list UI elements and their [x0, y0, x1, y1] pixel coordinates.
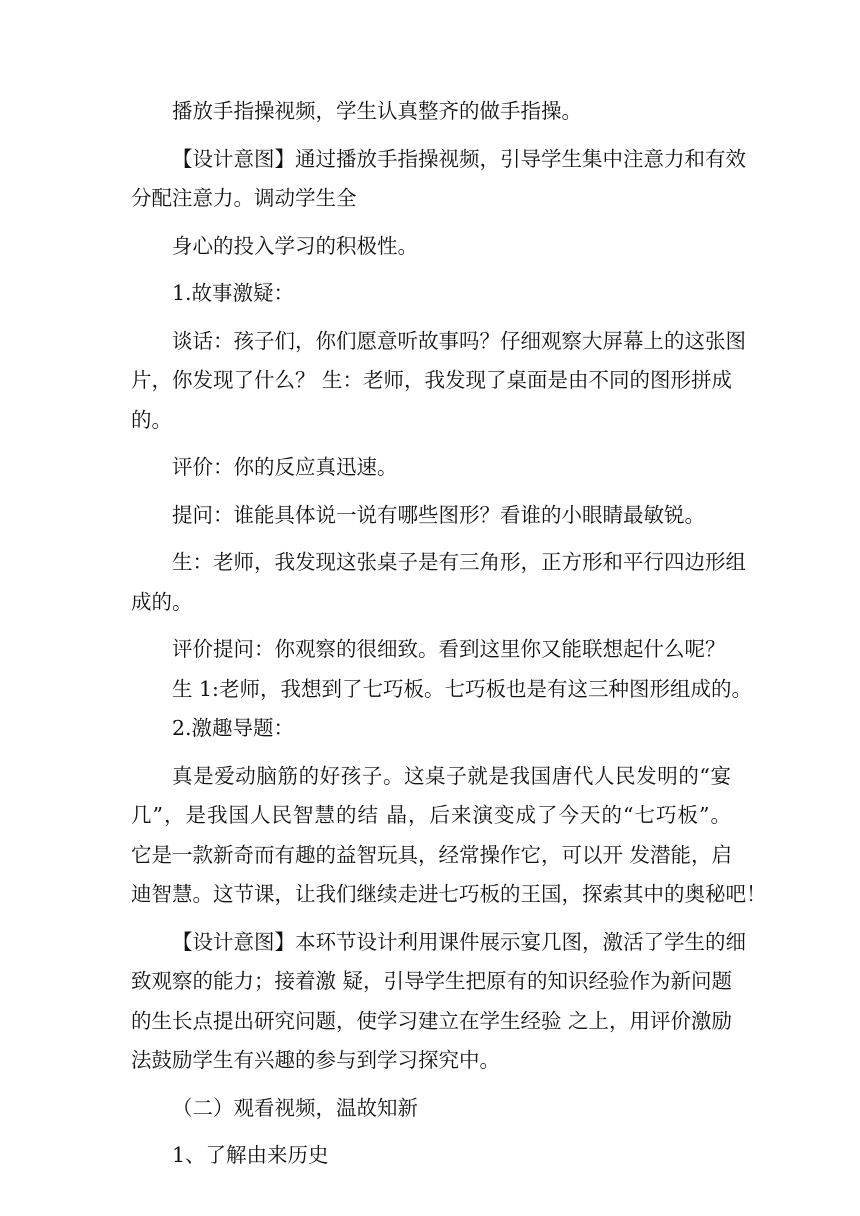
paragraph-line: 几”，是我国人民智慧的结 晶，后来演变成了今天的“七巧板”。 [131, 803, 731, 827]
paragraph-line: 提问：谁能具体说一说有哪些图形？看谁的小眼睛最敏锐。 [172, 502, 705, 527]
spacer [131, 915, 731, 923]
paragraph-line: 成的。 [131, 589, 193, 614]
document-body [131, 92, 767, 1176]
paragraph-line: 片，你发现了什么？ 生：老师，我发现了桌面是由不同的图形拼成 [131, 368, 733, 392]
spacer [131, 1081, 731, 1089]
paragraph-line: 它是一款新奇而有趣的益智玩具，经常操作它，可以开 发潜能，启 [131, 842, 733, 867]
paragraph-line: 法鼓励学生有兴趣的参与到学习探究中。 [131, 1048, 500, 1072]
paragraph-line: 评价提问：你观察的很细致。看到这里你又能联想起什么呢？ [172, 637, 726, 661]
paragraph-line: 【设计意图】本环节设计利用课件展示宴几图，激活了学生的细 [172, 929, 746, 954]
paragraph-line: 【设计意图】通过播放手指操视频，引导学生集中注意力和有效 [172, 146, 746, 171]
paragraph-line: 谈话：孩子们，你们愿意听故事吗？仔细观察大屏幕上的这张图 [172, 328, 746, 353]
spacer [131, 1128, 731, 1136]
spacer [131, 440, 731, 448]
section-heading: 1.故事激疑： [172, 281, 295, 305]
paragraph-line: 播放手指操视频，学生认真整齐的做手指操。 [172, 99, 582, 123]
paragraph-line: 的。 [131, 407, 172, 432]
paragraph-line: 评价：你的反应真迅速。 [172, 455, 398, 479]
paragraph-line: 致观察的能力；接着激 疑，引导学生把原有的知识经验作为新问题 [131, 969, 733, 993]
section-heading: （二）观看视频，温故知新 [172, 1095, 418, 1120]
paragraph-line: 身心的投入学习的积极性。 [172, 233, 418, 258]
spacer [131, 535, 731, 543]
paragraph-line: 生 1:老师，我想到了七巧板。七巧板也是有这三种图形组成的。 [172, 676, 752, 701]
paragraph-line: 生：老师，我发现这张桌子是有三角形，正方形和平行四边形组 [172, 550, 746, 574]
spacer [131, 132, 731, 140]
paragraph-line: 分配注意力。调动学生全 [131, 186, 357, 210]
paragraph-line: 真是爱动脑筋的好孩子。这桌子就是我国唐代人民发明的“宴 [172, 763, 731, 788]
paragraph-line: 迪智慧。这节课，让我们继续走进七巧板的王国，探索其中的奥秘吧！ [131, 882, 767, 906]
section-heading: 2.激趣导题： [172, 716, 295, 740]
subsection-heading: 1、了解由来历史 [172, 1143, 329, 1167]
spacer [131, 488, 731, 496]
paragraph-line: 的生长点提出研究问题，使学习建立在学生经验 之上，用评价激励 [131, 1008, 733, 1033]
spacer [131, 266, 731, 274]
spacer [131, 314, 731, 322]
spacer [131, 219, 731, 227]
spacer [131, 749, 731, 757]
spacer [131, 622, 731, 630]
